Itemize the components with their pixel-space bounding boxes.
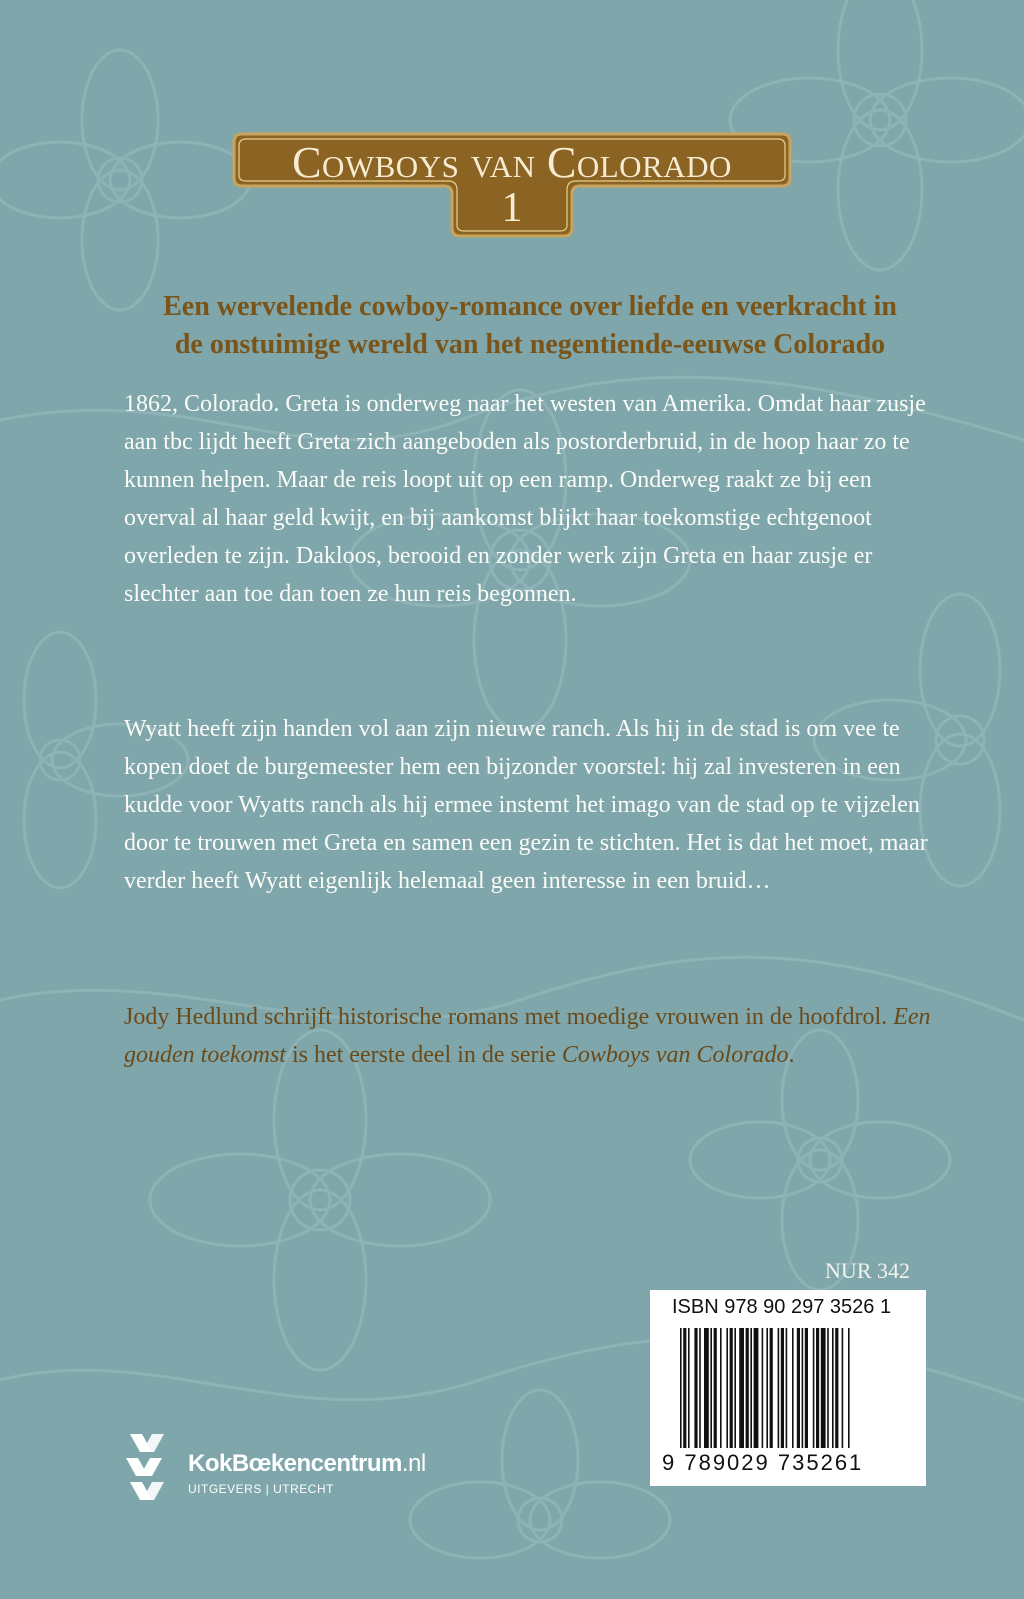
tagline-line-2: de onstuimige wereld van het negentiende-eeuwse Colorado xyxy=(174,329,886,360)
author-text-a: Jody Hedlund schrijft historische romans met moedige vrouwen in de hoofdrol. xyxy=(124,1004,894,1030)
barcode-bar xyxy=(734,1328,736,1448)
barcode-bar xyxy=(827,1328,829,1448)
barcode-bar xyxy=(699,1328,701,1448)
tagline-line-1: Een wervelende cowboy-romance over liefde en veerkracht in xyxy=(163,291,897,322)
barcode-bar xyxy=(726,1328,728,1448)
barcode-bar xyxy=(848,1328,850,1448)
barcode-bar xyxy=(821,1328,826,1448)
barcode-bar xyxy=(683,1328,686,1448)
barcode-bar xyxy=(688,1328,690,1448)
barcode-bar xyxy=(770,1328,773,1448)
barcode-bar xyxy=(766,1328,768,1448)
tagline xyxy=(90,288,970,364)
barcode-bar xyxy=(720,1328,722,1448)
author-text-b: is het eerste deel in de serie xyxy=(285,1042,562,1068)
barcode-bar xyxy=(754,1328,759,1448)
barcode-bar xyxy=(739,1328,744,1448)
series-name: Cowboys van Colorado xyxy=(561,1042,789,1068)
barcode-bar xyxy=(778,1328,780,1448)
barcode-bar xyxy=(786,1328,788,1448)
barcode-bar xyxy=(805,1328,808,1448)
barcode-box xyxy=(650,1290,926,1486)
barcode-bar xyxy=(710,1328,712,1448)
barcode-bar xyxy=(750,1328,752,1448)
series-number: 1 xyxy=(501,185,523,231)
barcode-bar xyxy=(797,1328,800,1448)
barcode-bar xyxy=(792,1328,794,1448)
barcode-bar xyxy=(781,1328,784,1448)
barcode-bars xyxy=(680,1328,916,1448)
kok-boekencentrum-logo-icon xyxy=(122,1430,170,1502)
publisher-name xyxy=(188,1450,426,1478)
barcode-bar xyxy=(730,1328,733,1448)
blurb-paragraph-wyatt: Wyatt heeft zijn handen vol aan zijn nieuwe ranch. Als hij in de stad is om vee te kopen doet de burgemeester hem een bijzonder voorstel: hij zal investeren in een kudde voor Wyatts ranch als hij ermee instemt het imago van de stad op te vijzelen door te trouwen met Greta en samen een gezin te stichten. Het is dat het moet, maar verder heeft Wyatt eigenlijk helemaal geen interesse in een bruid… xyxy=(124,716,928,894)
barcode-bar xyxy=(694,1328,697,1448)
series-banner xyxy=(228,128,796,240)
barcode-bar xyxy=(680,1328,682,1448)
isbn-label: ISBN 978 90 297 3526 1 xyxy=(672,1296,892,1318)
barcode-bar xyxy=(746,1328,749,1448)
barcode-bar xyxy=(842,1328,844,1448)
author-paragraph xyxy=(124,998,934,1074)
isbn-digits: 9 789029 735261 xyxy=(662,1450,864,1475)
series-title: Cowboys van Colorado xyxy=(292,138,732,187)
book-title: Een gouden toekomst xyxy=(124,1004,931,1068)
barcode-bar xyxy=(816,1328,819,1448)
nur-code: NUR 342 xyxy=(825,1258,910,1283)
publisher-logo xyxy=(122,1430,502,1502)
publisher-domain: .nl xyxy=(401,1450,426,1477)
barcode-bar xyxy=(802,1328,804,1448)
barcode-bar xyxy=(704,1328,709,1448)
publisher-name-text: KokBœkencentrum xyxy=(188,1450,402,1477)
barcode-bar xyxy=(762,1328,764,1448)
author-text-c: . xyxy=(788,1042,795,1068)
publisher-subtitle: UITGEVERS | UTRECHT xyxy=(188,1482,334,1496)
barcode-bar xyxy=(714,1328,717,1448)
barcode-bar xyxy=(813,1328,815,1448)
barcode-bar xyxy=(835,1328,838,1448)
barcode-bar xyxy=(832,1328,834,1448)
blurb-paragraph-greta: 1862, Colorado. Greta is onderweg naar het westen van Amerika. Omdat haar zusje aan tbc lijdt heeft Greta zich aangeboden als postorderbruid, in de hoop haar zo te kunnen helpen. Maar de reis loopt uit op een ramp. Onderweg raakt ze bij een overval al haar geld kwijt, en bij aankomst blijkt haar toekomstige echtgenoot overleden te zijn. Dakloos, berooid en zonder werk zijn Greta en haar zusje er slechter aan toe dan toen ze hun reis begonnen. xyxy=(124,391,926,607)
